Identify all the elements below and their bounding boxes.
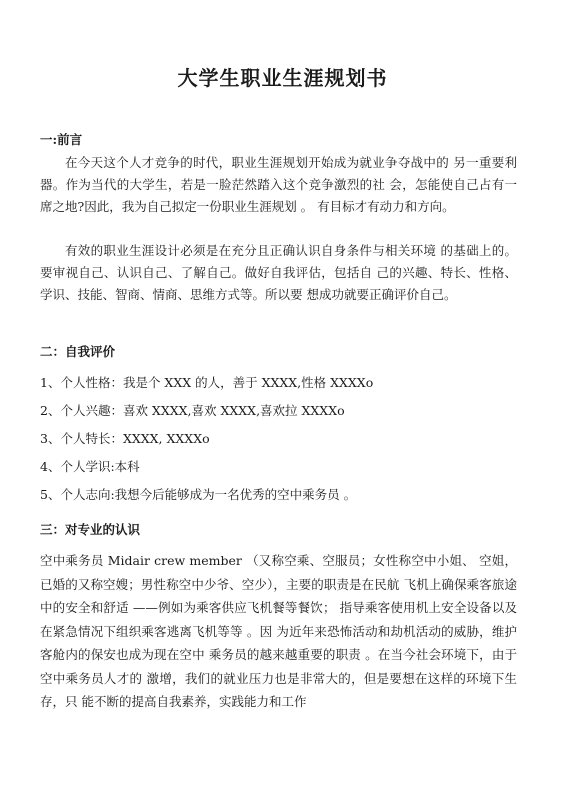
list-item: 4、个人学识:本科 <box>40 459 140 474</box>
section-heading-preface: 一:前言 <box>40 132 83 147</box>
paragraph-preface-2: 有效的职业生涯设计必须是在充分且正确认识自身条件与相关环境 的基础上的。要审视自己、认识自己、了解自己。做好自我评估，包括自 己的兴趣、特长、性格、学识、技能、智商、情商、思维方式等。所以要 想成功就要正确评价自己。 <box>40 243 517 302</box>
list-item: 1、个人性格：我是个 XXX 的人，善于 XXXX,性格 XXXXo <box>40 375 374 390</box>
section-heading-self-evaluation: 二：自我评价 <box>40 344 116 359</box>
section-heading-major-understanding: 三：对专业的认识 <box>40 522 141 537</box>
list-item: 5、个人志向:我想今后能够成为一名优秀的空中乘务员 。 <box>40 487 357 502</box>
list-item: 2、个人兴趣：喜欢 XXXX,喜欢 XXXX,喜欢拉 XXXXo <box>40 403 345 418</box>
self-evaluation-list <box>40 369 520 509</box>
paragraph-major-understanding: 空中乘务员 Midair crew member （又称空乘、空服员；女性称空中小姐、 空姐，已婚的又称空嫂；男性称空中少爷、空少），主要的职责是在民航 飞机上确保乘客旅途中的安全和舒适 ——例如为乘客供应飞机餐等餐饮； 指导乘客使用机上安全设备以及在紧急情况下组织乘客逃离飞机等等 。因 为近年来恐怖活动和劫机活动的威胁，维护客舱内的保安也成为现在空中 乘务员的越来越重要的职责 。在当今社会环境下，由于空中乘务员人才的 激增，我们的就业压力也是非常大的，但是要想在这样的环境下生存，只 能不断的提高自我素养，实践能力和工作 <box>40 553 517 709</box>
paragraph-preface-1: 在今天这个人才竞争的时代，职业生涯规划开始成为就业争夺战中的 另一重要利器。作为当代的大学生，若是一脸茫然踏入这个竞争激烈的社 会，怎能使自己占有一席之地?因此，我为自己拟定一份职业生涯规划 。 有目标才有动力和方向。 <box>40 155 517 214</box>
list-item: 3、个人特长：XXXX, XXXXo <box>40 431 210 446</box>
page-title: 大学生职业生涯规划书 <box>177 66 388 90</box>
